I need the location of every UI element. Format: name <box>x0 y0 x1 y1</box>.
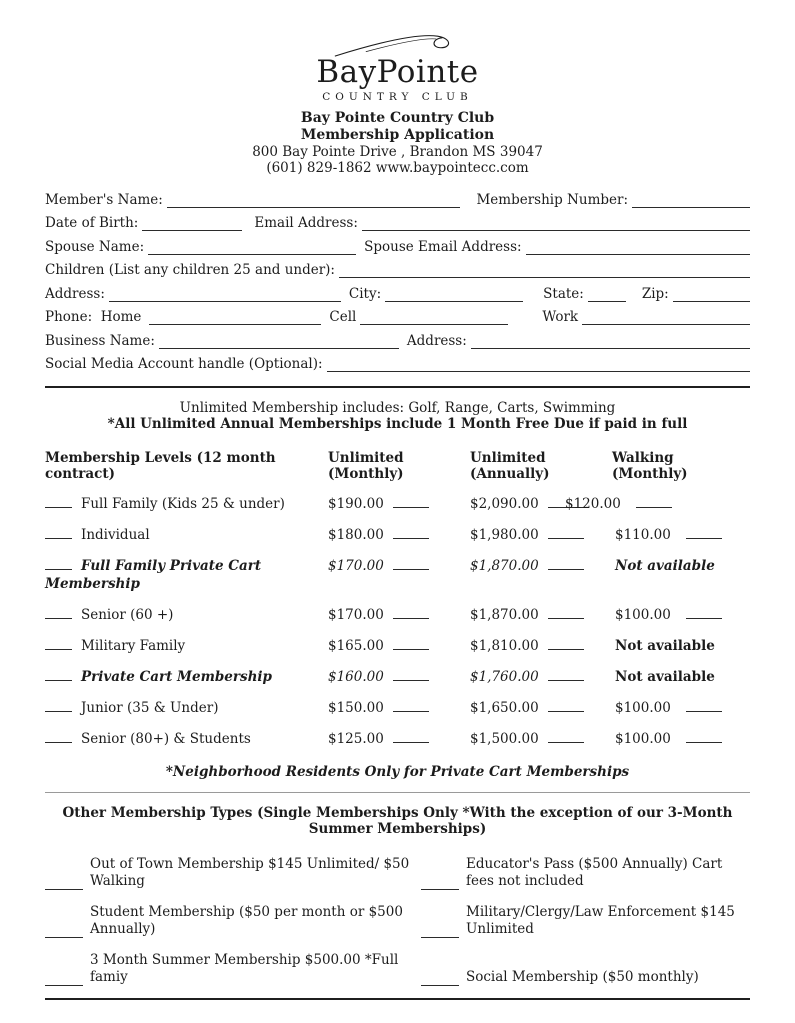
city-field[interactable] <box>385 289 523 302</box>
monthly-cell: $160.00 <box>328 668 470 686</box>
walking-cell: Not available <box>615 669 715 686</box>
cell-phone-field[interactable] <box>360 312 508 325</box>
table-row <box>45 730 750 748</box>
document-title: Membership Application <box>300 126 495 143</box>
walking-cell: $100.00 <box>612 699 750 717</box>
select-blank[interactable] <box>45 496 72 508</box>
col-walking: Walking (Monthly) <box>612 450 688 483</box>
walking-cell: Not available <box>615 638 715 655</box>
list-item: Out of Town Membership $145 Unlimited/ $50 Walking <box>45 856 421 890</box>
children-field[interactable] <box>339 265 750 278</box>
section-divider-thin <box>45 792 750 793</box>
table-row <box>45 557 750 593</box>
neighborhood-note: *Neighborhood Residents Only for Private Cart Memberships <box>165 764 630 781</box>
fee-blank[interactable] <box>393 731 429 743</box>
membership-levels-section <box>0 400 795 793</box>
monthly-cell: $150.00 <box>328 699 470 717</box>
cell-label: Cell <box>329 309 357 326</box>
other-memberships-heading: Other Membership Types (Single Memberships Only *With the exception of our 3-Month Summer Memberships) <box>62 805 733 838</box>
monthly-cell: $165.00 <box>328 637 470 655</box>
form-row-spouse <box>45 240 750 255</box>
members-name-label: Member's Name: <box>45 191 163 208</box>
social-media-label: Social Media Account handle (Optional): <box>45 356 323 373</box>
logo-wordmark: BayPointe <box>316 54 479 90</box>
row-label: Individual <box>45 526 328 544</box>
state-field[interactable] <box>588 289 626 302</box>
table-row <box>45 526 750 544</box>
business-name-field[interactable] <box>159 336 399 349</box>
applicant-info-form <box>0 193 795 389</box>
col-annually: Unlimited (Annually) <box>470 450 550 483</box>
fee-blank[interactable] <box>393 496 429 508</box>
other-memberships-section <box>0 805 795 1000</box>
fee-blank[interactable] <box>548 638 584 650</box>
monthly-cell: $125.00 <box>328 730 470 748</box>
spouse-name-field[interactable] <box>148 242 356 255</box>
row-label: Military Family <box>45 637 328 655</box>
section-divider-thick <box>45 386 750 388</box>
select-blank[interactable] <box>45 700 72 712</box>
unlimited-includes-text <box>45 400 750 432</box>
select-blank[interactable] <box>45 974 83 986</box>
contact-line: (601) 829-1862 www.baypointecc.com <box>266 159 529 176</box>
form-row-business <box>45 334 750 349</box>
select-blank[interactable] <box>45 731 72 743</box>
walking-cell: $110.00 <box>612 526 750 544</box>
fee-blank[interactable] <box>393 669 429 681</box>
form-row-address <box>45 287 750 302</box>
document-header <box>0 0 795 176</box>
row-label: Private Cart Membership <box>45 668 328 686</box>
city-label: City: <box>348 285 382 302</box>
annually-cell: $1,980.00 <box>470 526 612 544</box>
list-item: Social Membership ($50 monthly) <box>421 952 750 986</box>
fee-blank[interactable] <box>686 731 722 743</box>
select-blank[interactable] <box>421 878 459 890</box>
row-label: Senior (60 +) <box>45 606 328 624</box>
select-blank[interactable] <box>45 926 83 938</box>
select-blank[interactable] <box>45 669 72 681</box>
other-memberships-grid <box>45 837 750 986</box>
fee-blank[interactable] <box>686 700 722 712</box>
intro-bold-line: *All Unlimited Annual Memberships include 1 Month Free Due if paid in full <box>107 416 688 433</box>
table-row <box>45 668 750 686</box>
annually-cell: $1,810.00 <box>470 637 612 655</box>
fee-blank[interactable] <box>548 607 584 619</box>
walking-cell: Not available <box>615 558 715 575</box>
row-label: Senior (80+) & Students <box>45 730 328 748</box>
home-phone-field[interactable] <box>149 312 321 325</box>
spouse-email-label: Spouse Email Address: <box>364 238 522 255</box>
fee-blank[interactable] <box>548 700 584 712</box>
address-line: 800 Bay Pointe Drive , Brandon MS 39047 <box>252 143 543 160</box>
select-blank[interactable] <box>45 527 72 539</box>
table-row <box>45 495 750 513</box>
fee-blank[interactable] <box>548 731 584 743</box>
date-of-birth-field[interactable] <box>142 218 242 231</box>
list-item: 3 Month Summer Membership $500.00 *Full famiy <box>45 952 421 986</box>
annually-cell: $1,870.00 <box>470 606 612 624</box>
list-item: Educator's Pass ($500 Annually) Cart fees not included <box>421 856 750 890</box>
col-levels: Membership Levels (12 month contract) <box>45 450 276 483</box>
members-name-field[interactable] <box>167 195 461 208</box>
intro-line: Unlimited Membership includes: Golf, Range, Carts, Swimming <box>179 400 616 417</box>
select-blank[interactable] <box>45 607 72 619</box>
fee-blank[interactable] <box>548 558 584 570</box>
address-label: Address: <box>45 285 105 302</box>
email-address-label: Email Address: <box>254 215 358 232</box>
fee-blank[interactable] <box>393 700 429 712</box>
social-media-field[interactable] <box>327 359 750 372</box>
business-name-label: Business Name: <box>45 332 155 349</box>
spouse-name-label: Spouse Name: <box>45 238 145 255</box>
select-blank[interactable] <box>45 638 72 650</box>
membership-number-field[interactable] <box>632 195 750 208</box>
monthly-cell: $190.00 <box>328 495 470 513</box>
date-of-birth-label: Date of Birth: <box>45 215 139 232</box>
work-phone-field[interactable] <box>582 312 750 325</box>
fee-blank[interactable] <box>393 607 429 619</box>
row-label: Junior (35 & Under) <box>45 699 328 717</box>
fee-blank[interactable] <box>393 558 429 570</box>
table-row <box>45 637 750 655</box>
select-blank[interactable] <box>45 878 83 890</box>
bottom-divider-thick <box>45 998 750 1000</box>
fee-blank[interactable] <box>686 527 722 539</box>
phone-home-label: Phone: Home <box>45 309 142 326</box>
table-row <box>45 699 750 717</box>
row-label: Full Family Private Cart Membership <box>45 558 262 593</box>
walking-cell: $120.00 <box>565 495 750 513</box>
col-monthly: Unlimited (Monthly) <box>328 450 404 483</box>
monthly-cell: $170.00 <box>328 557 470 575</box>
form-row-dob-email <box>45 216 750 231</box>
children-label: Children (List any children 25 and under): <box>45 262 335 279</box>
fee-blank[interactable] <box>548 527 584 539</box>
list-item: Student Membership ($50 per month or $500 Annually) <box>45 904 421 938</box>
address-field[interactable] <box>109 289 341 302</box>
annually-cell: $2,090.00 <box>470 495 612 513</box>
zip-label: Zip: <box>641 285 669 302</box>
work-label: Work <box>542 309 579 326</box>
zip-field[interactable] <box>673 289 750 302</box>
organization-name: Bay Pointe Country Club <box>300 109 495 126</box>
business-address-field[interactable] <box>471 336 750 349</box>
business-address-label: Address: <box>406 332 467 349</box>
membership-number-label: Membership Number: <box>476 191 628 208</box>
form-row-name <box>45 193 750 208</box>
email-address-field[interactable] <box>362 218 750 231</box>
form-row-children <box>45 263 750 278</box>
annually-cell: $1,870.00 <box>470 557 612 575</box>
select-blank[interactable] <box>45 558 72 570</box>
monthly-cell: $180.00 <box>328 526 470 544</box>
form-row-social <box>45 357 750 372</box>
fee-blank[interactable] <box>393 638 429 650</box>
annually-cell: $1,650.00 <box>470 699 612 717</box>
monthly-cell: $170.00 <box>328 606 470 624</box>
logo-subtitle: COUNTRY CLUB <box>322 90 473 103</box>
walking-cell: $100.00 <box>612 606 750 624</box>
row-label: Full Family (Kids 25 & under) <box>45 495 328 513</box>
spouse-email-field[interactable] <box>526 242 750 255</box>
fee-blank[interactable] <box>686 607 722 619</box>
state-label: State: <box>543 285 584 302</box>
table-row <box>45 606 750 624</box>
annually-cell: $1,500.00 <box>470 730 612 748</box>
select-blank[interactable] <box>421 974 459 986</box>
walking-cell: $100.00 <box>612 730 750 748</box>
list-item: Military/Clergy/Law Enforcement $145 Unlimited <box>421 904 750 938</box>
fee-blank[interactable] <box>393 527 429 539</box>
fee-blank[interactable] <box>636 496 672 508</box>
fee-blank[interactable] <box>548 669 584 681</box>
annually-cell: $1,760.00 <box>470 668 612 686</box>
membership-table-header <box>45 450 750 482</box>
select-blank[interactable] <box>421 926 459 938</box>
form-row-phone <box>45 310 750 325</box>
